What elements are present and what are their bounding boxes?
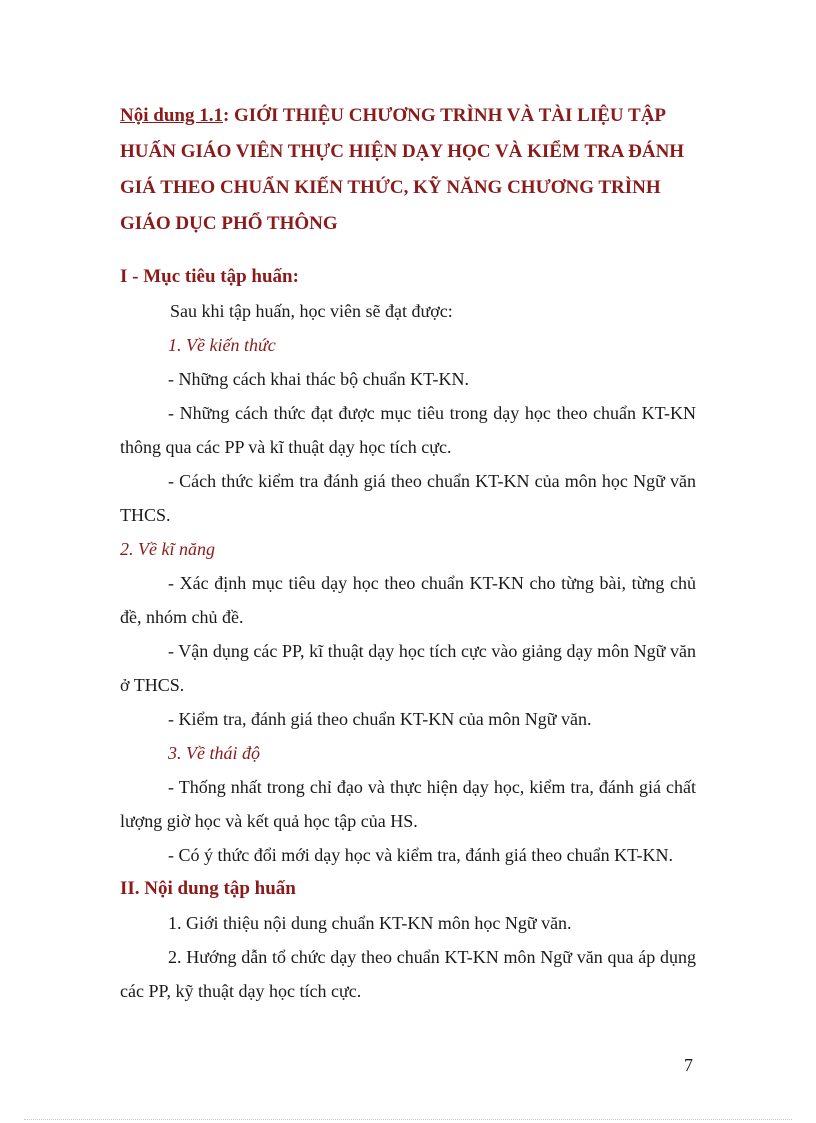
heading-text: GIỚI THIỆU CHƯƠNG TRÌNH VÀ TÀI LIỆU TẬP HUẤN GIÁO VIÊN THỰC HIỆN DẠY HỌC VÀ KIỂM TRA ĐÁNH GIÁ THEO CHUẨN KIẾN THỨC, KỸ NĂNG CHƯƠNG TRÌNH GIÁO DỤC PHỔ THÔNG: [120, 105, 685, 234]
heading-lead: Nội dung 1.1: [120, 105, 223, 126]
skills-item: - Kiểm tra, đánh giá theo chuẩn KT-KN của môn Ngữ văn.: [168, 709, 592, 729]
heading-separator: :: [222, 105, 230, 126]
attitude-item: - Thống nhất trong chỉ đạo và thực hiện dạy học, kiểm tra, đánh giá chất lượng giờ học và kết quả học tập của HS.: [120, 777, 696, 831]
training-content-item: 2. Hướng dẫn tổ chức dạy theo chuẩn KT-KN môn Ngữ văn qua áp dụng các PP, kỹ thuật dạy học tích cực.: [120, 947, 696, 1001]
training-content-item: 1. Giới thiệu nội dung chuẩn KT-KN môn học Ngữ văn.: [168, 913, 572, 933]
section-title-objectives: I - Mục tiêu tập huấn:: [120, 266, 299, 287]
page-content: [120, 98, 696, 1008]
skills-item: - Vận dụng các PP, kĩ thuật dạy học tích cực vào giảng dạy môn Ngữ văn ở THCS.: [120, 641, 696, 695]
page-number: 7: [684, 1055, 693, 1075]
document-heading: [120, 98, 696, 242]
knowledge-item: - Những cách thức đạt được mục tiêu trong dạy học theo chuẩn KT-KN thông qua các PP và kĩ thuật dạy học tích cực.: [120, 403, 696, 457]
attitude-item: - Có ý thức đổi mới dạy học và kiểm tra, đánh giá theo chuẩn KT-KN.: [168, 845, 673, 865]
objectives-intro: Sau khi tập huấn, học viên sẽ đạt được:: [170, 301, 453, 321]
knowledge-item: - Cách thức kiểm tra đánh giá theo chuẩn KT-KN của môn học Ngữ văn THCS.: [120, 471, 696, 525]
subheading-skills: 2. Về kĩ năng: [120, 539, 215, 559]
skills-item: - Xác định mục tiêu dạy học theo chuẩn KT-KN cho từng bài, từng chủ đề, nhóm chủ đề.: [120, 573, 696, 627]
subheading-attitude: 3. Về thái độ: [168, 743, 260, 763]
knowledge-item: - Những cách khai thác bộ chuẩn KT-KN.: [168, 369, 469, 389]
page-bottom-divider: [24, 1119, 792, 1120]
section-title-training-content: II. Nội dung tập huấn: [120, 878, 296, 899]
subheading-knowledge: 1. Về kiến thức: [168, 335, 276, 355]
